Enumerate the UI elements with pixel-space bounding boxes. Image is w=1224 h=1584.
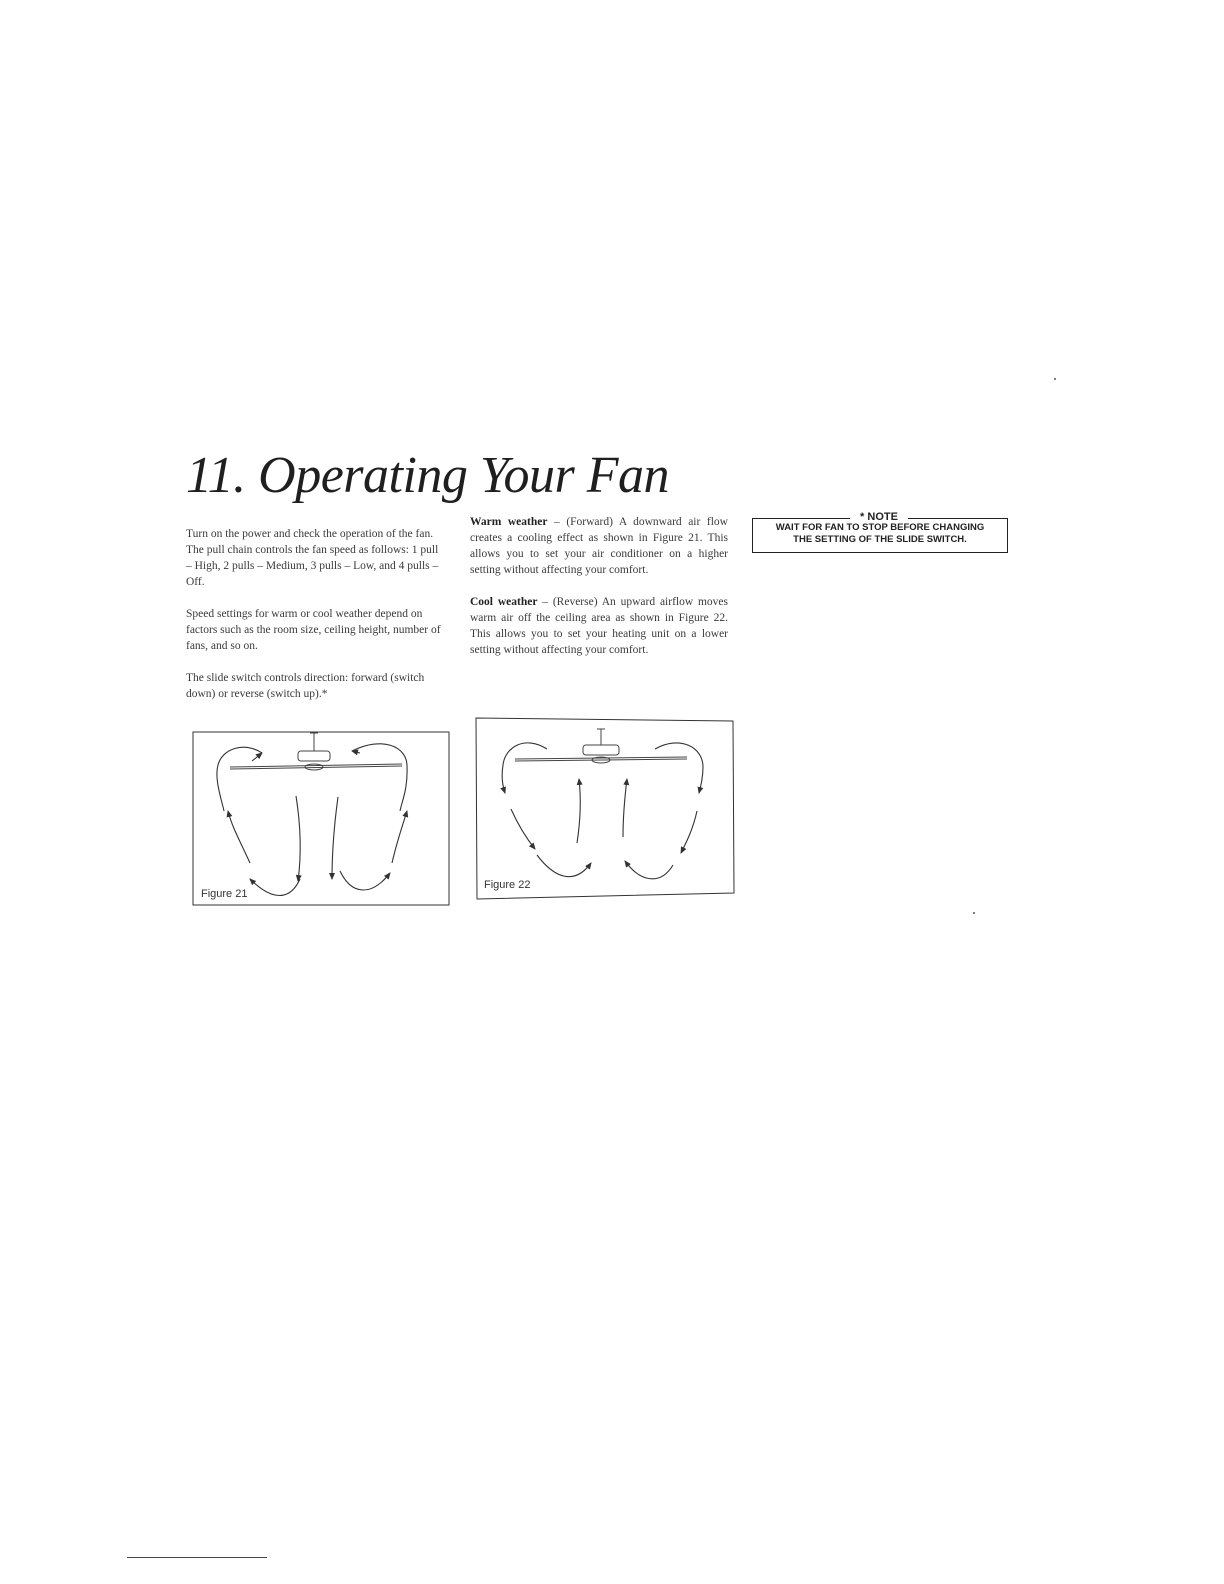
figure-22-caption: Figure 22 — [484, 879, 531, 891]
middle-column — [470, 514, 728, 674]
cool-weather-text: – (Reverse) An upward airflow moves warm air off the ceiling area as shown in Figure 22. This allows you to set your heating unit on a lower setting without affecting your comfort. — [470, 596, 729, 656]
arrow-bottom-left — [537, 855, 591, 877]
arrow-left-down — [511, 809, 535, 849]
note-title: * NOTE — [850, 511, 908, 524]
arrow-left-top — [217, 747, 262, 811]
arrow-left-top — [502, 743, 547, 793]
warm-weather-lead: Warm weather — [470, 516, 548, 528]
arrow-right-up — [392, 811, 407, 863]
arrow-center-right-down — [332, 797, 338, 879]
figure-22 — [475, 717, 735, 901]
cool-weather-paragraph — [470, 594, 728, 658]
figure-21-caption: Figure 21 — [201, 888, 248, 900]
note-box — [752, 512, 1008, 552]
ceiling-fan-icon — [230, 733, 402, 770]
arrow-bottom-right — [340, 871, 390, 890]
arrow-right-top — [352, 744, 407, 811]
figure-21 — [192, 731, 450, 906]
note-line-2: THE SETTING OF THE SLIDE SWITCH. — [793, 534, 967, 545]
power-check-paragraph: Turn on the power and check the operation of the fan. The pull chain controls the fan speed as follows: 1 pull – High, 2 pulls – Medium, 3 pulls – Low, and 4 pulls – Off. — [186, 528, 439, 588]
note-line-1: WAIT FOR FAN TO STOP BEFORE CHANGING — [775, 522, 985, 533]
cool-weather-lead: Cool weather — [470, 596, 538, 608]
left-column — [186, 526, 442, 718]
speed-settings-paragraph: Speed settings for warm or cool weather depend on factors such as the room size, ceiling height, number of fans, and so on. — [186, 608, 441, 652]
arrow-bottom-left — [250, 879, 300, 896]
arrow-right-top — [655, 743, 703, 793]
scan-speck — [973, 912, 975, 914]
warm-weather-text: – (Forward) A downward air flow creates a cooling effect as shown in Figure 21. This allows you to set your air conditioner on a higher setting without affecting your comfort. — [470, 516, 728, 576]
note-body — [752, 522, 1008, 546]
arrow-right-down — [681, 811, 697, 853]
arrow-center-right-up — [623, 779, 627, 837]
section-title: 11. Operating Your Fan — [186, 447, 670, 504]
arrow-center-left-up — [577, 779, 580, 843]
arrow-left-up — [228, 811, 250, 863]
figure-21-diagram — [192, 731, 450, 906]
scan-speck — [1054, 378, 1056, 380]
figure-22-diagram — [475, 717, 735, 901]
arrow-bottom-right — [625, 861, 673, 879]
warm-weather-paragraph — [470, 514, 728, 578]
footnote-rule — [127, 1557, 267, 1558]
slide-switch-paragraph: The slide switch controls direction: forward (switch down) or reverse (switch up).* — [186, 672, 425, 700]
figure-21-frame — [193, 732, 449, 905]
arrow-center-left-down — [296, 796, 300, 881]
